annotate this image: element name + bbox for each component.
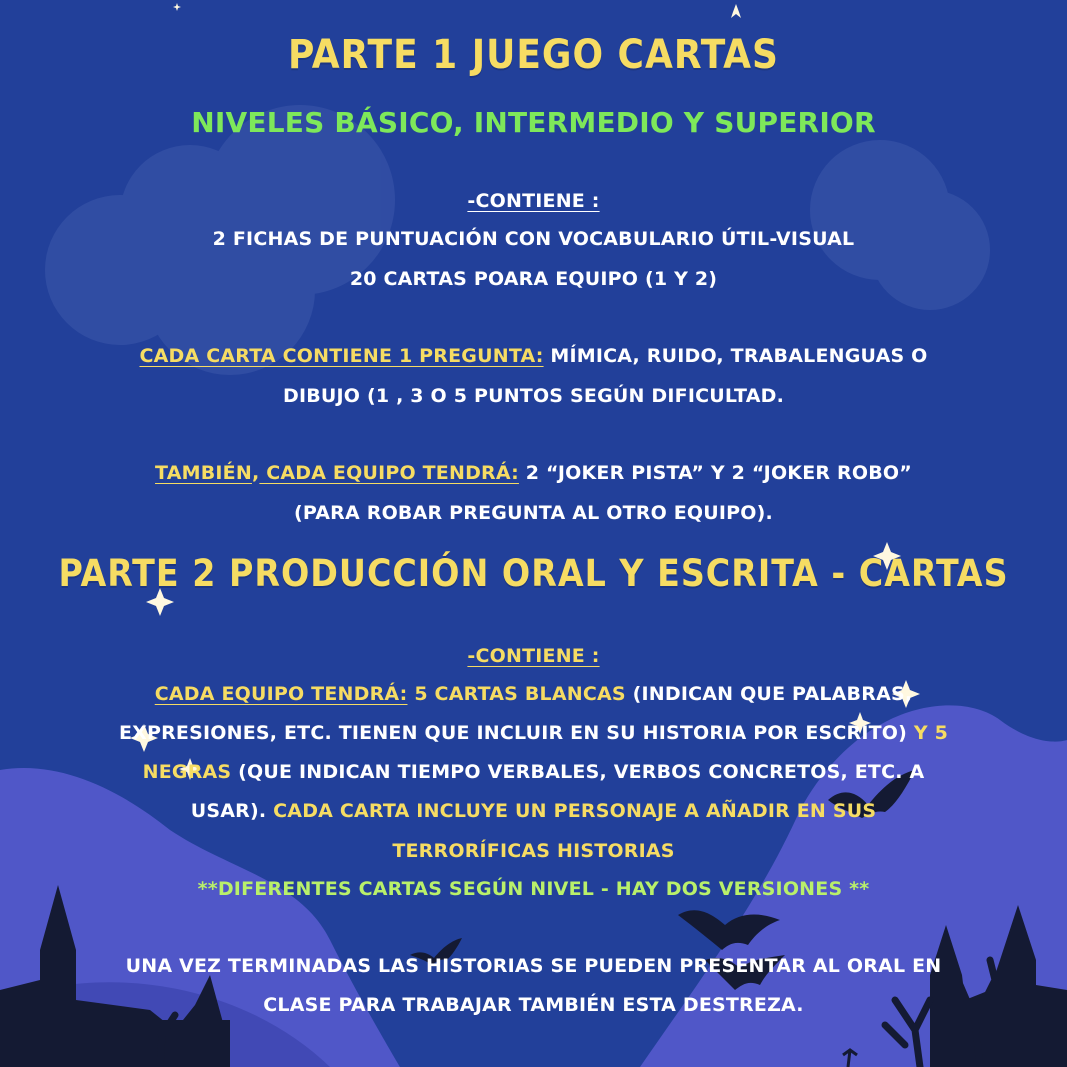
black-cards-label: NEGRAS (142, 761, 232, 783)
part2-white-line-2 (0, 722, 1067, 744)
joker-text: 2 “JOKER PISTA” Y 2 “JOKER ROBO” (525, 462, 912, 484)
part2-team-label: CADA EQUIPO TENDRÁ: (154, 683, 408, 705)
card-question-text: MÍMICA, RUIDO, TRABALENGUAS O (550, 345, 928, 367)
part1-card-line-2: DIBUJO (1 , 3 O 5 PUNTOS SEGÚN DIFICULTAD. (282, 385, 785, 407)
also-label: TAMBIÉN (155, 462, 252, 484)
part1-also-line (0, 462, 1067, 484)
part1-content-item: 2 FICHAS DE PUNTUACIÓN CON VOCABULARIO ÚTIL-VISUAL (212, 228, 855, 250)
part1-title: PARTE 1 JUEGO CARTAS (288, 32, 779, 78)
white-cards-text: (INDICAN QUE PALABRAS, (632, 683, 913, 705)
character-text: CADA CARTA INCLUYE UN PERSONAJE A AÑADIR EN SUS (273, 800, 877, 822)
black-cards-text-2: USAR). (190, 800, 267, 822)
also-label-sep: , (251, 462, 260, 484)
part2-title: PARTE 2 PRODUCCIÓN ORAL Y ESCRITA - CARTAS (58, 552, 1009, 595)
card-question-label: CADA CARTA CONTIENE 1 PREGUNTA: (139, 345, 544, 367)
part1-subtitle: NIVELES BÁSICO, INTERMEDIO Y SUPERIOR (191, 106, 876, 139)
closing-line-1: UNA VEZ TERMINADAS LAS HISTORIAS SE PUEDEN PRESENTAR AL ORAL EN (125, 955, 942, 977)
part2-contiene-label: -CONTIENE : (467, 645, 600, 667)
closing-line-2: CLASE PARA TRABAJAR TAMBIÉN ESTA DESTREZA. (263, 994, 804, 1016)
team-label: CADA EQUIPO TENDRÁ: (259, 462, 519, 484)
part1-content-item: 20 CARTAS POARA EQUIPO (1 Y 2) (349, 268, 718, 290)
part1-contiene-label: -CONTIENE : (467, 190, 600, 212)
versions-note: **DIFERENTES CARTAS SEGÚN NIVEL - HAY DOS VERSIONES ** (197, 878, 870, 900)
part1-also-line-2: (PARA ROBAR PREGUNTA AL OTRO EQUIPO). (294, 502, 773, 524)
part2-character-line (0, 800, 1067, 822)
white-cards-label: 5 CARTAS BLANCAS (414, 683, 626, 705)
black-cards-text: (QUE INDICAN TIEMPO VERBALES, VERBOS CONCRETOS, ETC. A (238, 761, 925, 783)
black-cards-count: Y 5 (913, 722, 949, 744)
part1-card-line (0, 345, 1067, 367)
white-cards-text-2: EXPRESIONES, ETC. TIENEN QUE INCLUIR EN SU HISTORIA POR ESCRITO) (118, 722, 908, 744)
part2-team-line (0, 683, 1067, 705)
part2-black-line (0, 761, 1067, 783)
part2-character-line-2: TERRORÍFICAS HISTORIAS (392, 840, 675, 862)
